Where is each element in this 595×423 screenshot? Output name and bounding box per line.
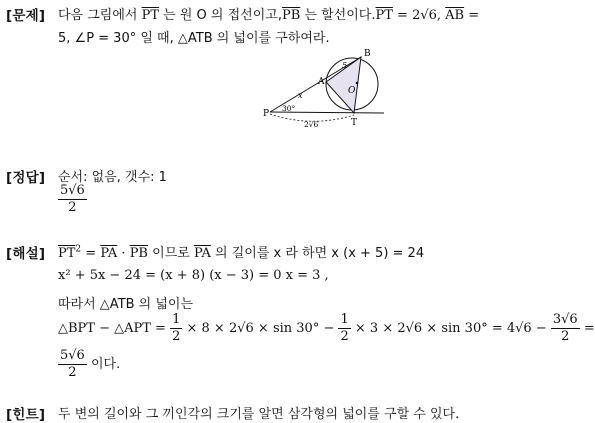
- label-p: P: [263, 109, 270, 119]
- solution-tag: [해설]: [6, 246, 46, 262]
- sol-square: 2: [75, 244, 82, 255]
- label-t: T: [351, 118, 358, 128]
- label-length: 2√6: [304, 120, 319, 129]
- hint-tag: [힌트]: [6, 407, 46, 423]
- sol-pb: $\overline{PB}$: [129, 246, 148, 261]
- segment-pb: $\overline{PB}$: [281, 8, 301, 23]
- sol-l4-a: △BPT − △APT =: [58, 321, 171, 336]
- sol-l4-d: =: [579, 321, 595, 336]
- answer-fraction: [58, 183, 87, 216]
- sol-dot: ·: [117, 246, 130, 261]
- hint-text: 두 변의 길이와 그 끼인각의 크기를 알면 삼각형의 넓이를 구할 수 있다.: [58, 407, 460, 422]
- sol-pa-2: $\overline{PA}$: [193, 246, 211, 261]
- solution-line-4: [58, 312, 595, 345]
- geometry-figure: [262, 46, 392, 130]
- sol-pt: $\overline{PT}$: [58, 246, 76, 261]
- solution-line-2: x² + 5x − 24 = (x + 8) (x − 3) = 0 x = 3 ,: [58, 268, 329, 283]
- solution-line-3: 따라서 △ATB 의 넓이는: [58, 297, 194, 312]
- answer-order: 순서: 없음, 갯수: 1: [58, 170, 167, 185]
- sol-pa: $\overline{PA}$: [100, 246, 118, 261]
- problem-text-b: 는 원 O 의 접선이고,: [159, 8, 282, 23]
- sol-text-i: 의 길이를 x 라 하면 x (x + 5) = 24: [210, 246, 425, 261]
- sol-text-g: 이므로: [148, 246, 194, 261]
- segment-pt: $\overline{PT}$: [141, 8, 160, 23]
- label-b: B: [364, 49, 371, 59]
- label-o: O: [348, 86, 356, 96]
- half-num-1: 1: [172, 312, 181, 327]
- sol-l5-tail: 이다.: [86, 357, 121, 372]
- sol-eq: =: [81, 246, 101, 261]
- problem-line-1: [58, 4, 479, 23]
- answer-numerator: 5√6: [60, 183, 85, 198]
- label-x: x: [298, 91, 303, 100]
- segment-pt-eq: $\overline{PT}$: [375, 8, 393, 23]
- half-den-2: 2: [340, 329, 349, 344]
- label-a: A: [318, 77, 325, 87]
- segment-ab: $\overline{AB}$: [445, 8, 465, 23]
- frac-den-3: 2: [561, 329, 570, 344]
- center-o-dot: [356, 82, 359, 85]
- problem-tag: [문제]: [6, 8, 46, 24]
- frac-den-5: 2: [68, 365, 77, 380]
- solution-line-1: [58, 242, 424, 261]
- answer-tag: [정답]: [6, 170, 46, 186]
- solution-line-5: [58, 348, 120, 381]
- problem-text-a: 다음 그림에서: [58, 8, 142, 23]
- frac-num-3: 3√6: [552, 312, 578, 327]
- label-5: 5: [342, 61, 348, 70]
- problem-line-2: 5, ∠P = 30° 일 때, △ATB 의 넓이를 구하여라.: [58, 31, 330, 46]
- pt-value: = 2√6,: [392, 8, 446, 23]
- half-num-2: 1: [340, 312, 349, 327]
- half-den-1: 2: [172, 329, 181, 344]
- sol-l4-c: × 3 × 2√6 × sin 30° = 4√6 −: [350, 321, 551, 336]
- label-30: 30°: [282, 104, 296, 113]
- sol-l4-b: × 8 × 2√6 × sin 30° −: [182, 321, 339, 336]
- ab-equals: =: [464, 8, 480, 23]
- problem-text-c: 는 할선이다.: [300, 8, 376, 23]
- frac-num-5: 5√6: [60, 348, 85, 363]
- answer-denominator: 2: [68, 200, 77, 215]
